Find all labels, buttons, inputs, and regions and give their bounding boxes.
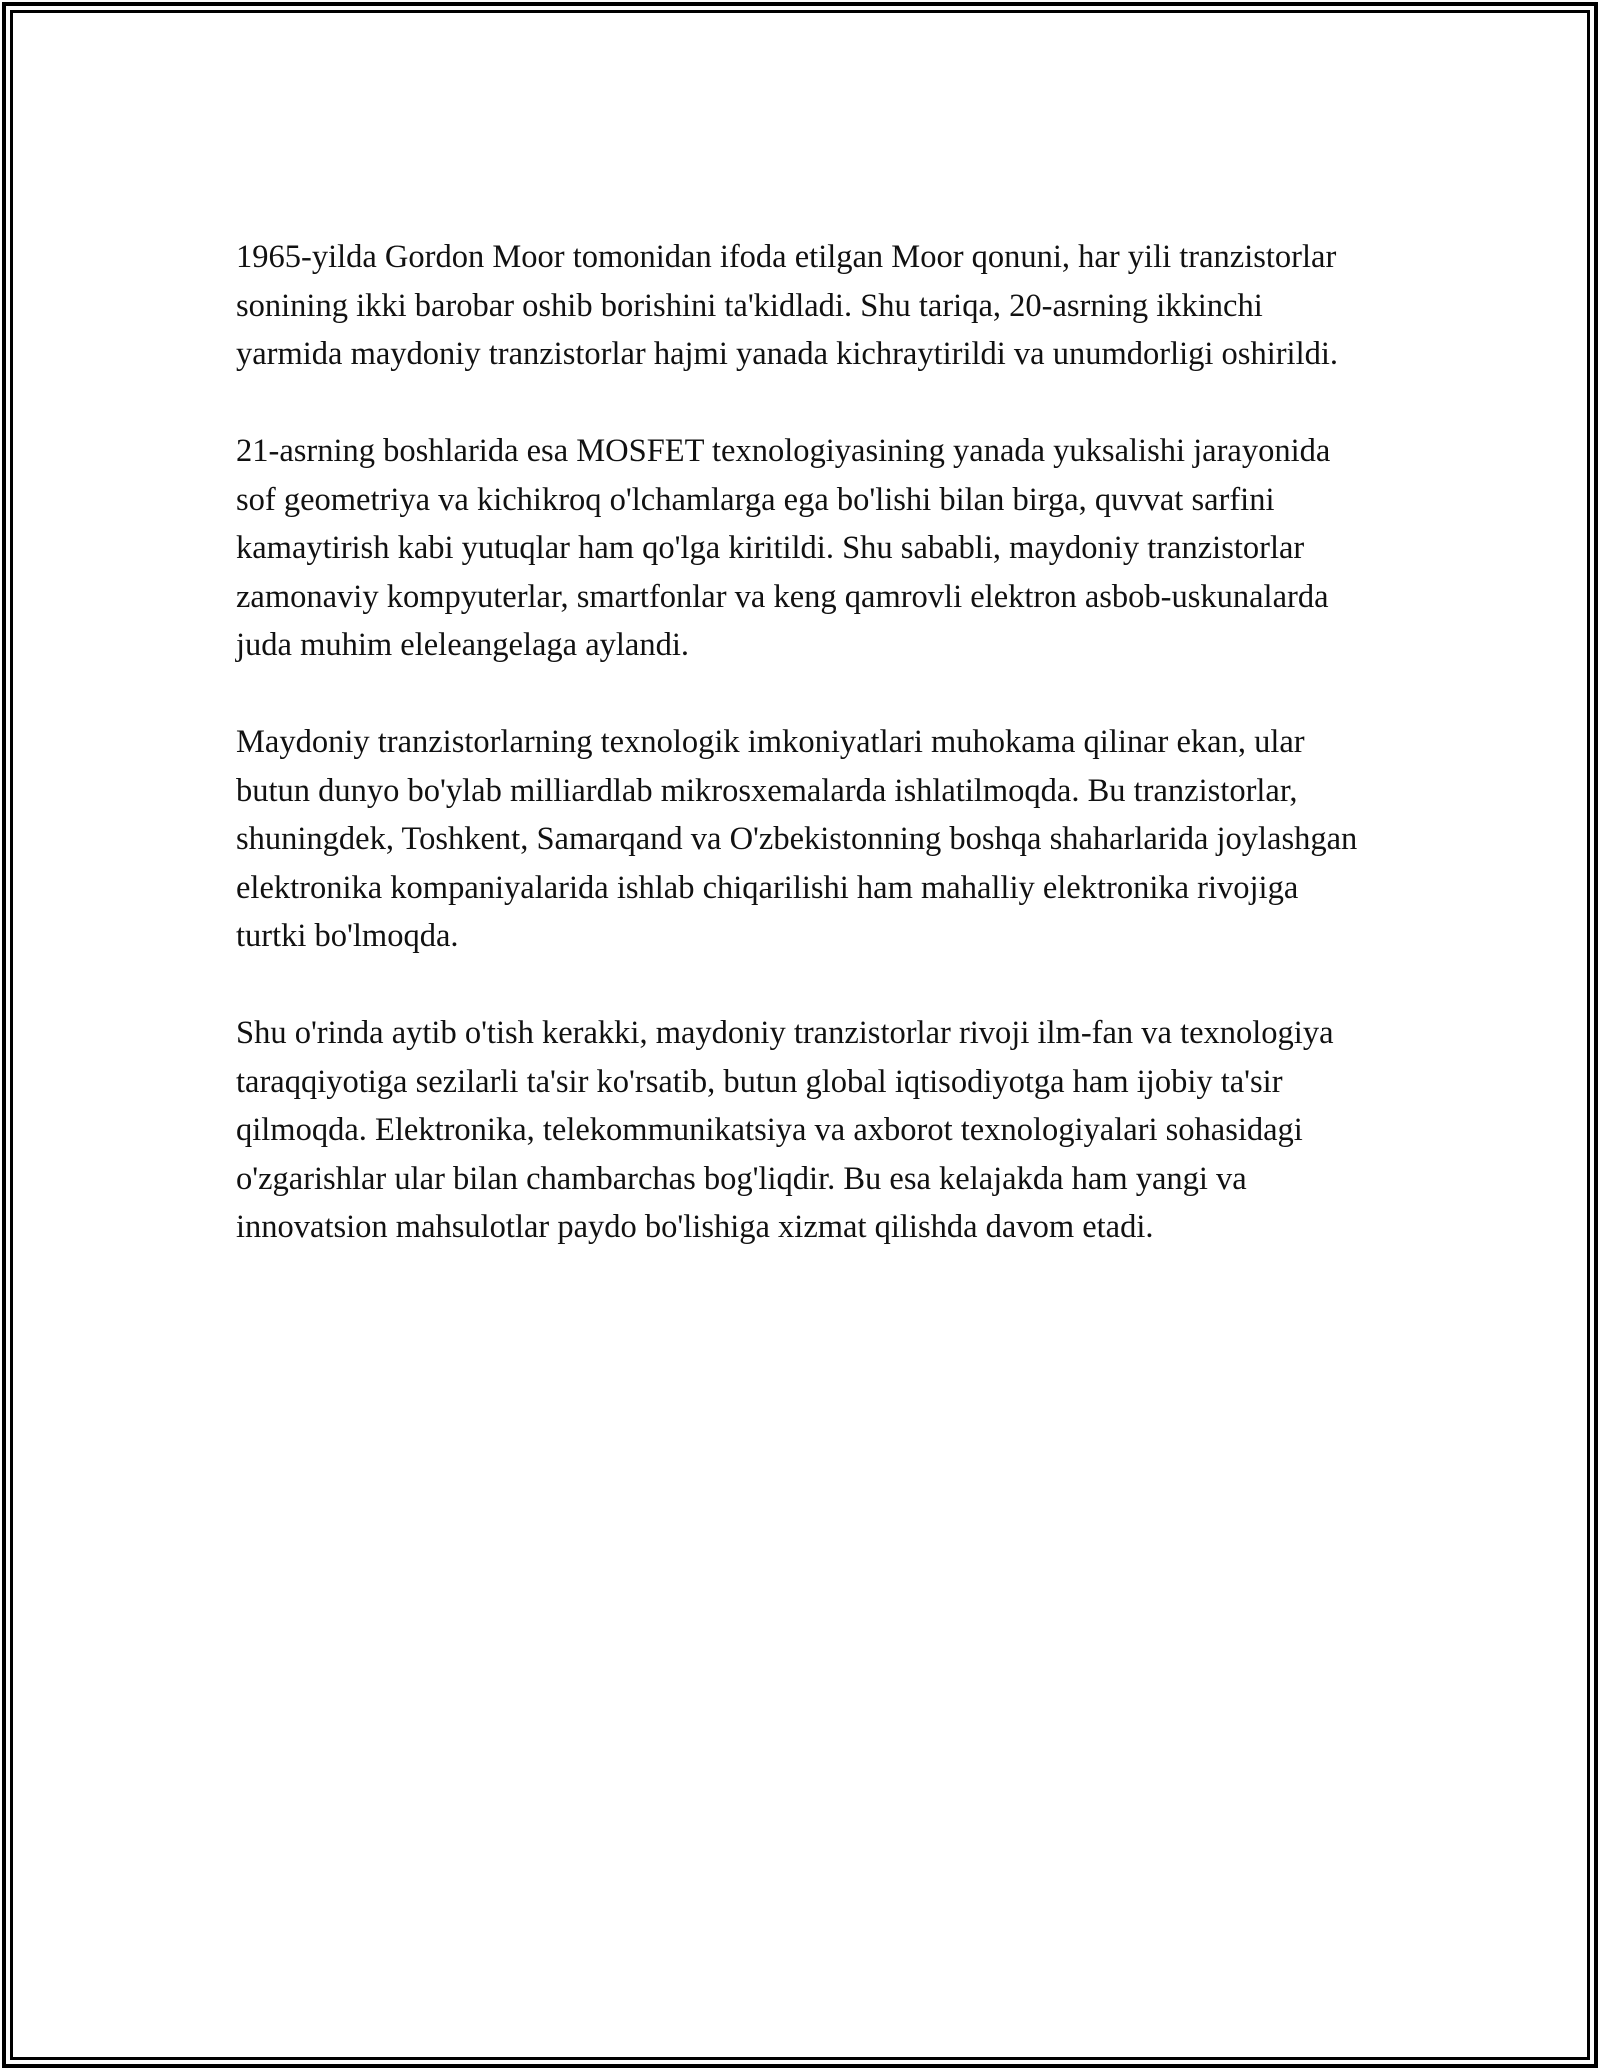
paragraph-impact: Shu o'rinda aytib o'tish kerakki, maydoniy tranzistorlar rivoji ilm-fan va texnologiya taraqqiyotiga sezilarli ta'sir ko'rsatib, butun global iqtisodiyotga ham ijobiy ta'sir qilmoqda. Elektronika, telekommunikatsiya va axborot texnologiyalari sohasidagi o'zgarishlar ular bilan chambarchas bog'liqdir. Bu esa kelajakda ham yangi va innovatsion mahsulotlar paydo bo'lishiga xizmat qilishda davom etadi. (236, 1015, 1334, 1245)
paragraph-mosfet: 21-asrning boshlarida esa MOSFET texnologiyasining yanada yuksalishi jarayonida sof geometriya va kichikroq o'lchamlarga ega bo'lishi bilan birga, quvvat sarfini kamaytirish kabi yutuqlar ham qo'lga kiritildi. Shu sababli, maydoniy tranzistorlar zamonaviy kompyuterlar, smartfonlar va keng qamrovli elektron asbob-uskunalarda juda muhim eleleangelaga aylandi. (236, 433, 1331, 663)
document-body (236, 233, 1376, 1300)
paragraph-applications: Maydoniy tranzistorlarning texnologik imkoniyatlari muhokama qilinar ekan, ular butun dunyo bo'ylab milliardlab mikrosxemalarda ishlatilmoqda. Bu tranzistorlar, shuningdek, Toshkent, Samarqand va O'zbekistonning boshqa shaharlarida joylashgan elektronika kompaniyalarida ishlab chiqarilishi ham mahalliy elektronika rivojiga turtki bo'lmoqda. (236, 724, 1358, 954)
paragraph-moore-law: 1965-yilda Gordon Moor tomonidan ifoda etilgan Moor qonuni, har yili tranzistorlar sonining ikki barobar oshib borishini ta'kidladi. Shu tariqa, 20-asrning ikkinchi yarmida maydoniy tranzistorlar hajmi yanada kichraytirildi va unumdorligi oshirildi. (236, 239, 1339, 372)
